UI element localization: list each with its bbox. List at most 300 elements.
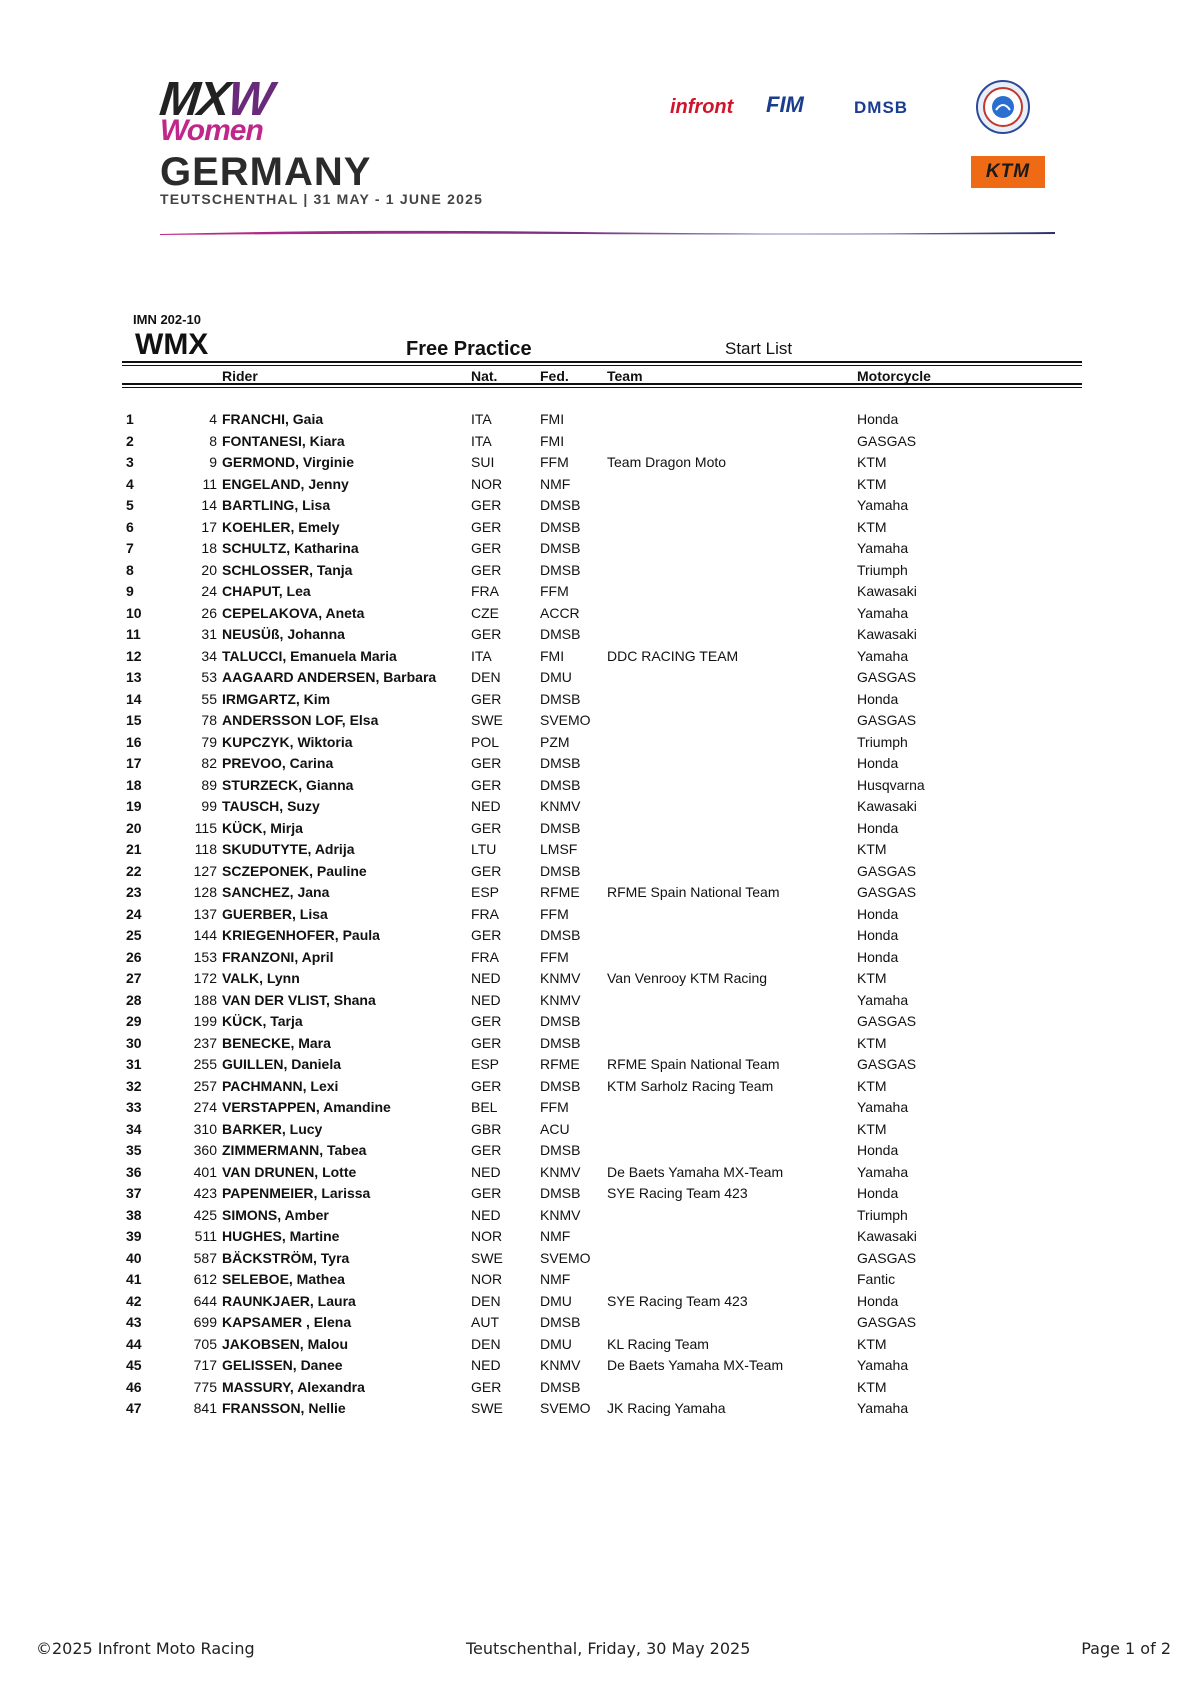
rider-name: VERSTAPPEN, Amandine	[222, 1099, 391, 1115]
rider-position: 35	[126, 1142, 142, 1158]
rider-nationality: GER	[471, 1142, 502, 1158]
rider-name: TAUSCH, Suzy	[222, 798, 320, 814]
rider-position: 31	[126, 1056, 142, 1072]
table-row	[0, 1248, 1200, 1270]
rider-position: 17	[126, 755, 142, 771]
rider-name: KUPCZYK, Wiktoria	[222, 733, 353, 750]
rider-number: 99	[201, 798, 217, 814]
rider-position: 20	[126, 819, 142, 836]
table-row	[0, 1033, 1200, 1055]
rider-nationality: NED	[471, 1206, 501, 1223]
rider-nationality: SWE	[471, 1249, 503, 1266]
rider-position: 9	[126, 583, 134, 599]
rider-number: 18	[201, 540, 217, 556]
rider-team: De Baets Yamaha MX-Team	[607, 1357, 784, 1373]
rider-number: 144	[193, 927, 217, 943]
rider-name: FRANSSON, Nellie	[222, 1400, 346, 1416]
rider-name: SIMONS, Amber	[222, 1206, 329, 1223]
rider-name: VAN DER VLIST, Shana	[222, 991, 376, 1008]
rider-federation: DMSB	[540, 626, 581, 642]
rider-federation: DMSB	[540, 927, 581, 943]
rider-position: 46	[126, 1378, 142, 1395]
rider-nationality: POL	[471, 733, 500, 750]
rider-federation: DMSB	[540, 1013, 581, 1029]
rider-federation: DMSB	[540, 518, 581, 535]
rider-team: RFME Spain National Team	[607, 1056, 780, 1072]
rider-name: FRANZONI, April	[222, 948, 334, 965]
rider-name: FRANCHI, Gaia	[222, 411, 324, 427]
rider-position: 43	[126, 1314, 142, 1330]
table-row	[0, 1355, 1200, 1377]
rider-federation: ACCR	[540, 604, 580, 621]
rider-nationality: GER	[471, 540, 502, 556]
rider-motorcycle: KTM	[857, 518, 887, 535]
rider-team: Van Venrooy KTM Racing	[607, 970, 768, 986]
rider-number: 137	[193, 905, 217, 922]
rider-name: BENECKE, Mara	[222, 1034, 331, 1051]
rider-federation: DMSB	[540, 1142, 581, 1158]
rider-position: 42	[126, 1292, 142, 1309]
rider-position: 38	[126, 1206, 142, 1223]
rider-name: SKUDUTYTE, Adrija	[222, 841, 355, 857]
header-rule	[122, 383, 1082, 385]
rider-motorcycle: Yamaha	[857, 1400, 909, 1416]
rider-position: 27	[126, 970, 142, 986]
federation-seal-icon	[976, 80, 1030, 134]
rider-motorcycle: Triumph	[857, 561, 908, 578]
document-code: IMN 202-10	[133, 312, 201, 327]
rider-motorcycle: Yamaha	[857, 647, 909, 664]
rider-federation: FFM	[540, 948, 569, 965]
rider-position: 28	[126, 991, 142, 1008]
rider-nationality: ESP	[471, 884, 500, 900]
rider-nationality: NED	[471, 798, 501, 814]
rider-nationality: ITA	[471, 411, 492, 427]
rider-name: GUILLEN, Daniela	[222, 1056, 342, 1072]
rider-motorcycle: Triumph	[857, 733, 908, 750]
rider-position: 8	[126, 561, 134, 578]
rider-position: 19	[126, 798, 142, 814]
rider-motorcycle: Yamaha	[857, 1099, 909, 1115]
table-row	[0, 1291, 1200, 1313]
rider-motorcycle: Honda	[857, 755, 899, 771]
rider-name: CEPELAKOVA, Aneta	[222, 604, 365, 621]
rider-number: 24	[201, 583, 217, 599]
rider-nationality: CZE	[471, 604, 499, 621]
rider-nationality: GER	[471, 1185, 502, 1201]
rider-motorcycle: KTM	[857, 1077, 887, 1094]
rider-federation: KNMV	[540, 1357, 581, 1373]
rider-motorcycle: Triumph	[857, 1206, 908, 1223]
column-header-rider: Rider	[222, 368, 258, 384]
table-row	[0, 1054, 1200, 1076]
rider-number: 26	[201, 604, 217, 621]
rider-motorcycle: Honda	[857, 1142, 899, 1158]
rider-number: 34	[201, 647, 217, 664]
rider-team: Team Dragon Moto	[607, 454, 727, 470]
rider-federation: DMSB	[540, 1034, 581, 1051]
table-row	[0, 581, 1200, 603]
rider-name: BARTLING, Lisa	[222, 497, 331, 513]
rider-federation: FMI	[540, 647, 565, 664]
rider-federation: LMSF	[540, 841, 578, 857]
table-row	[0, 560, 1200, 582]
table-row	[0, 732, 1200, 754]
class-name: WMX	[135, 328, 209, 361]
rider-name: NEUSÜß, Johanna	[222, 626, 345, 642]
rider-motorcycle: Honda	[857, 690, 899, 707]
header-rule	[122, 387, 1082, 388]
rider-number: 128	[193, 884, 217, 900]
rider-nationality: FRA	[471, 583, 499, 599]
rider-federation: NMF	[540, 475, 571, 492]
header-rule	[122, 365, 1082, 366]
rider-motorcycle: GASGAS	[857, 862, 917, 879]
table-row	[0, 517, 1200, 539]
rider-federation: KNMV	[540, 1163, 581, 1180]
rider-position: 36	[126, 1163, 142, 1180]
rider-motorcycle: GASGAS	[857, 1249, 917, 1266]
rider-federation: DMSB	[540, 561, 581, 578]
logo-women-text: Women	[160, 114, 263, 147]
rider-name: BÄCKSTRÖM, Tyra	[222, 1249, 350, 1266]
event-subtitle: TEUTSCHENTHAL | 31 MAY - 1 JUNE 2025	[160, 191, 484, 207]
table-row	[0, 538, 1200, 560]
rider-number: 118	[194, 841, 217, 857]
rider-federation: FFM	[540, 454, 569, 470]
rider-position: 29	[126, 1013, 142, 1029]
rider-position: 47	[126, 1400, 142, 1416]
rider-federation: NMF	[540, 1228, 571, 1244]
rider-number: 257	[193, 1077, 217, 1094]
rider-position: 39	[126, 1228, 142, 1244]
rider-nationality: FRA	[471, 905, 499, 922]
start-list-table	[0, 409, 1200, 1420]
rider-team: SYE Racing Team 423	[607, 1185, 748, 1201]
rider-motorcycle: Yamaha	[857, 540, 909, 556]
table-row	[0, 925, 1200, 947]
rider-name: TALUCCI, Emanuela Maria	[222, 647, 397, 664]
rider-number: 8	[209, 432, 217, 449]
rider-name: PACHMANN, Lexi	[222, 1077, 339, 1094]
list-type: Start List	[725, 339, 793, 358]
rider-team: KL Racing Team	[607, 1335, 709, 1352]
rider-position: 5	[126, 497, 134, 513]
rider-number: 17	[201, 518, 217, 535]
rider-federation: DMSB	[540, 862, 581, 879]
rider-nationality: GER	[471, 1013, 502, 1029]
rider-position: 32	[126, 1077, 142, 1094]
rider-federation: DMSB	[540, 1314, 581, 1330]
table-row	[0, 1334, 1200, 1356]
rider-position: 33	[126, 1099, 142, 1115]
rider-nationality: SWE	[471, 1400, 503, 1416]
rider-position: 1	[126, 411, 134, 427]
table-row	[0, 1119, 1200, 1141]
rider-name: ZIMMERMANN, Tabea	[222, 1142, 367, 1158]
rider-position: 22	[126, 862, 142, 879]
rider-nationality: GER	[471, 561, 502, 578]
table-row	[0, 431, 1200, 453]
table-row	[0, 1398, 1200, 1420]
rider-federation: DMSB	[540, 1077, 581, 1094]
rider-nationality: GER	[471, 626, 502, 642]
table-row	[0, 968, 1200, 990]
table-row	[0, 1183, 1200, 1205]
rider-motorcycle: Kawasaki	[857, 1228, 917, 1244]
table-row	[0, 1226, 1200, 1248]
table-row	[0, 1011, 1200, 1033]
rider-position: 45	[126, 1357, 142, 1373]
rider-federation: NMF	[540, 1271, 571, 1287]
rider-position: 21	[126, 841, 142, 857]
table-row	[0, 947, 1200, 969]
table-row	[0, 796, 1200, 818]
rider-number: 127	[193, 862, 217, 879]
table-row	[0, 667, 1200, 689]
table-row	[0, 474, 1200, 496]
infront-logo: infront	[670, 96, 734, 118]
rider-name: SCZEPONEK, Pauline	[222, 862, 367, 879]
rider-position: 41	[126, 1271, 142, 1287]
rider-nationality: GER	[471, 1378, 502, 1395]
rider-nationality: NED	[471, 970, 501, 986]
rider-nationality: ITA	[471, 647, 492, 664]
rider-nationality: ITA	[471, 432, 492, 449]
rider-motorcycle: KTM	[857, 1378, 887, 1395]
rider-motorcycle: Yamaha	[857, 604, 909, 621]
header-rule	[122, 361, 1082, 363]
rider-motorcycle: KTM	[857, 475, 887, 492]
rider-number: 4	[209, 411, 217, 427]
column-header-motorcycle: Motorcycle	[857, 368, 931, 384]
rider-position: 15	[126, 712, 142, 728]
rider-nationality: GER	[471, 518, 502, 535]
rider-number: 401	[193, 1163, 217, 1180]
rider-number: 644	[193, 1292, 217, 1309]
rider-nationality: GER	[471, 776, 502, 793]
rider-name: MASSURY, Alexandra	[222, 1378, 365, 1395]
rider-number: 11	[202, 475, 217, 492]
table-row	[0, 646, 1200, 668]
rider-position: 23	[126, 884, 142, 900]
rider-motorcycle: Yamaha	[857, 497, 909, 513]
rider-motorcycle: KTM	[857, 454, 887, 470]
rider-name: IRMGARTZ, Kim	[222, 690, 331, 707]
logo-mx-text	[157, 73, 275, 126]
rider-nationality: GER	[471, 927, 502, 943]
table-row	[0, 839, 1200, 861]
rider-motorcycle: GASGAS	[857, 1013, 917, 1029]
rider-position: 14	[126, 690, 142, 707]
rider-number: 255	[193, 1056, 217, 1072]
table-row	[0, 753, 1200, 775]
rider-motorcycle: Yamaha	[857, 1163, 909, 1180]
rider-position: 4	[126, 475, 134, 492]
rider-position: 34	[126, 1120, 142, 1137]
rider-name: STURZECK, Gianna	[222, 776, 354, 793]
rider-team: De Baets Yamaha MX-Team	[607, 1163, 784, 1180]
table-row	[0, 1162, 1200, 1184]
rider-federation: DMU	[540, 669, 572, 685]
rider-federation: PZM	[540, 733, 570, 750]
session-name: Free Practice	[406, 338, 532, 360]
rider-nationality: FRA	[471, 948, 499, 965]
rider-name: GUERBER, Lisa	[222, 905, 328, 922]
table-row	[0, 904, 1200, 926]
rider-name: CHAPUT, Lea	[222, 583, 311, 599]
rider-number: 115	[194, 819, 217, 836]
rider-name: RAUNKJAER, Laura	[222, 1292, 356, 1309]
rider-nationality: GER	[471, 862, 502, 879]
rider-nationality: GER	[471, 497, 502, 513]
rider-number: 310	[193, 1120, 217, 1137]
rider-name: SCHULTZ, Katharina	[222, 540, 359, 556]
rider-federation: FFM	[540, 1099, 569, 1115]
rider-federation: RFME	[540, 884, 580, 900]
column-header-team: Team	[607, 368, 643, 384]
rider-motorcycle: Yamaha	[857, 991, 909, 1008]
rider-federation: KNMV	[540, 970, 581, 986]
rider-nationality: NOR	[471, 475, 503, 492]
rider-nationality: NED	[471, 1163, 501, 1180]
rider-motorcycle: GASGAS	[857, 432, 917, 449]
rider-name: KAPSAMER , Elena	[222, 1314, 352, 1330]
rider-team: DDC RACING TEAM	[607, 647, 739, 664]
rider-number: 153	[193, 948, 217, 965]
rider-number: 841	[193, 1400, 217, 1416]
rider-number: 53	[201, 669, 217, 685]
rider-federation: SVEMO	[540, 1400, 591, 1416]
footer-page-number: Page 1 of 2	[1081, 1639, 1171, 1658]
table-row	[0, 1097, 1200, 1119]
rider-federation: DMU	[540, 1292, 572, 1309]
rider-name: BARKER, Lucy	[222, 1120, 323, 1137]
rider-name: KOEHLER, Emely	[222, 518, 340, 535]
rider-federation: DMSB	[540, 1185, 581, 1201]
rider-federation: DMU	[540, 1335, 572, 1352]
rider-team: JK Racing Yamaha	[607, 1400, 726, 1416]
rider-number: 360	[193, 1142, 217, 1158]
rider-federation: SVEMO	[540, 1249, 591, 1266]
rider-nationality: BEL	[471, 1099, 498, 1115]
rider-motorcycle: GASGAS	[857, 669, 917, 685]
rider-position: 37	[126, 1185, 142, 1201]
rider-position: 44	[126, 1335, 142, 1352]
rider-federation: FFM	[540, 905, 569, 922]
rider-motorcycle: Yamaha	[857, 1357, 909, 1373]
rider-federation: DMSB	[540, 540, 581, 556]
table-row	[0, 1076, 1200, 1098]
rider-nationality: GBR	[471, 1120, 502, 1137]
rider-nationality: DEN	[471, 1292, 501, 1309]
rider-motorcycle: KTM	[857, 841, 887, 857]
rider-federation: ACU	[540, 1120, 570, 1137]
rider-nationality: DEN	[471, 669, 501, 685]
table-row	[0, 990, 1200, 1012]
rider-number: 511	[194, 1228, 217, 1244]
table-row	[0, 603, 1200, 625]
rider-position: 6	[126, 518, 134, 535]
rider-name: SCHLOSSER, Tanja	[222, 561, 353, 578]
footer-copyright: ©2025 Infront Moto Racing	[36, 1639, 255, 1658]
rider-name: SANCHEZ, Jana	[222, 884, 330, 900]
rider-motorcycle: Kawasaki	[857, 798, 917, 814]
rider-number: 78	[201, 712, 217, 728]
rider-position: 16	[126, 733, 142, 750]
fim-logo: FIM	[766, 92, 804, 117]
rider-nationality: LTU	[471, 841, 497, 857]
rider-federation: KNMV	[540, 1206, 581, 1223]
rider-motorcycle: GASGAS	[857, 1056, 917, 1072]
rider-name: PAPENMEIER, Larissa	[222, 1185, 371, 1201]
rider-name: GERMOND, Virginie	[222, 454, 354, 470]
rider-number: 423	[193, 1185, 217, 1201]
rider-motorcycle: Kawasaki	[857, 626, 917, 642]
column-header-nat: Nat.	[471, 368, 498, 384]
rider-name: SELEBOE, Mathea	[222, 1271, 345, 1287]
rider-name: JAKOBSEN, Malou	[222, 1335, 349, 1352]
column-header-fed: Fed.	[540, 368, 569, 384]
rider-federation: DMSB	[540, 776, 581, 793]
rider-nationality: NOR	[471, 1271, 503, 1287]
header-divider-stripe	[160, 228, 1055, 238]
rider-nationality: DEN	[471, 1335, 501, 1352]
rider-name: ANDERSSON LOF, Elsa	[222, 712, 379, 728]
rider-number: 172	[193, 970, 217, 986]
rider-federation: KNMV	[540, 798, 581, 814]
rider-nationality: GER	[471, 819, 502, 836]
rider-nationality: SUI	[471, 454, 495, 470]
rider-position: 24	[126, 905, 142, 922]
rider-federation: KNMV	[540, 991, 581, 1008]
rider-motorcycle: GASGAS	[857, 884, 917, 900]
rider-motorcycle: Husqvarna	[857, 776, 925, 793]
rider-number: 188	[193, 991, 217, 1008]
rider-nationality: GER	[471, 1034, 502, 1051]
table-row	[0, 1312, 1200, 1334]
rider-nationality: NED	[471, 1357, 501, 1373]
rider-number: 199	[193, 1013, 217, 1029]
rider-position: 13	[126, 669, 142, 685]
rider-position: 12	[126, 647, 142, 664]
rider-nationality: AUT	[471, 1314, 499, 1330]
logo-mx-letters: MX	[157, 73, 231, 126]
rider-number: 20	[201, 561, 217, 578]
rider-name: PREVOO, Carina	[222, 755, 334, 771]
rider-motorcycle: KTM	[857, 1120, 887, 1137]
rider-number: 14	[201, 497, 217, 513]
rider-federation: DMSB	[540, 819, 581, 836]
table-row	[0, 1140, 1200, 1162]
rider-motorcycle: GASGAS	[857, 1314, 917, 1330]
rider-position: 26	[126, 948, 142, 965]
rider-name: AAGAARD ANDERSEN, Barbara	[222, 669, 437, 685]
rider-position: 18	[126, 776, 142, 793]
rider-nationality: GER	[471, 1077, 502, 1094]
rider-name: KRIEGENHOFER, Paula	[222, 927, 380, 943]
rider-position: 25	[126, 927, 142, 943]
rider-name: GELISSEN, Danee	[222, 1357, 343, 1373]
rider-name: HUGHES, Martine	[222, 1228, 340, 1244]
rider-motorcycle: Honda	[857, 819, 899, 836]
rider-nationality: ESP	[471, 1056, 500, 1072]
rider-number: 699	[193, 1314, 217, 1330]
table-row	[0, 710, 1200, 732]
rider-name: KÜCK, Mirja	[222, 819, 303, 836]
rider-name: VAN DRUNEN, Lotte	[222, 1163, 357, 1180]
rider-number: 705	[193, 1335, 217, 1352]
